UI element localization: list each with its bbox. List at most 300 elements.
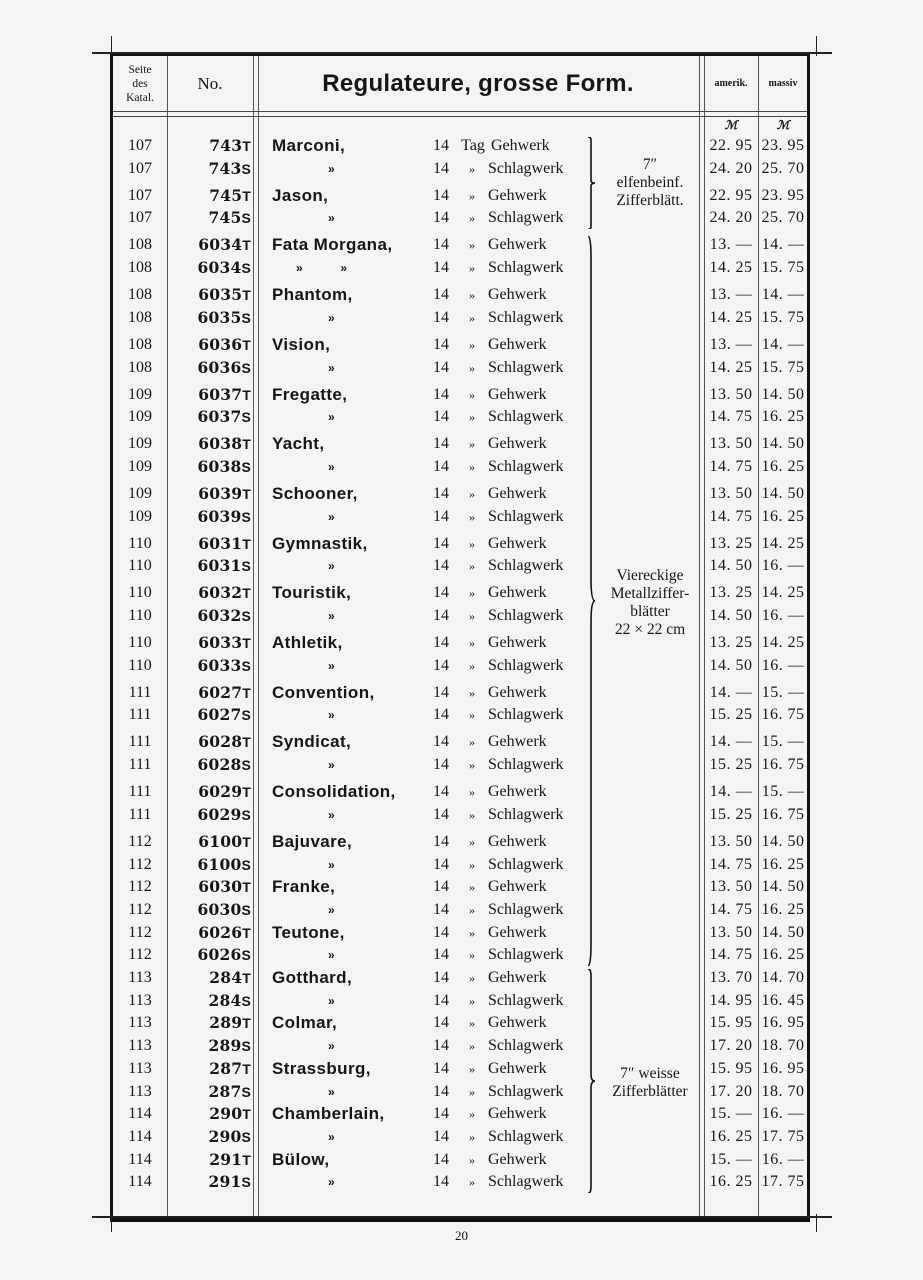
model-number-cell [171, 284, 251, 307]
price-massiv: 16. 75 [761, 706, 805, 724]
model-number-cell [171, 185, 251, 208]
header-seite-line: Katal. [126, 91, 154, 104]
seite-cell: 109 [128, 435, 152, 453]
model-suffix: T [242, 1060, 251, 1077]
price-amerik: 17. 20 [709, 1082, 753, 1100]
days-cell: 14 [433, 1082, 449, 1100]
model-suffix: S [241, 992, 251, 1009]
model-number-cell [171, 406, 251, 429]
model-suffix: T [242, 1015, 251, 1032]
table-row [113, 257, 807, 279]
movement-type: Schlagwerk [488, 900, 564, 918]
model-number: 6031 [198, 533, 243, 553]
model-number: 284 [209, 968, 243, 987]
model-name: Strassburg, [272, 1058, 371, 1078]
table-row [113, 1012, 807, 1034]
model-number: 6033 [197, 655, 242, 675]
model-name: Gotthard, [272, 968, 353, 987]
movement-type: Gehwerk [488, 236, 547, 254]
seite-cell: 109 [128, 507, 152, 525]
price-massiv: 14. 50 [761, 923, 805, 941]
days-cell: 14 [433, 1105, 449, 1123]
model-suffix: T [242, 287, 251, 304]
model-suffix: T [242, 684, 251, 701]
days-cell: 14 [433, 584, 449, 602]
seite-cell: 113 [128, 1037, 152, 1055]
table-row [113, 990, 807, 1012]
model-name: Athletik, [272, 633, 343, 652]
group-note-line: 7″ [642, 156, 658, 174]
model-number-cell [171, 257, 251, 280]
movement-type: Schlagwerk [488, 457, 564, 475]
days-cell: 14 [433, 706, 449, 724]
model-number-cell [171, 990, 251, 1013]
price-massiv: 15. — [761, 783, 805, 801]
model-name: » [328, 559, 336, 574]
model-suffix: S [241, 856, 251, 873]
price-massiv: 15. 75 [761, 259, 805, 277]
group-note-line: Viereckige [616, 567, 684, 585]
days-cell: 14 [433, 335, 449, 353]
model-suffix: S [241, 558, 251, 575]
model-name: » [328, 1084, 336, 1099]
seite-cell: 111 [128, 733, 152, 751]
seite-cell: 107 [128, 186, 152, 204]
table-row [113, 334, 807, 356]
table-row [113, 655, 807, 677]
seite-cell: 110 [128, 656, 152, 674]
model-name: Colmar, [272, 1013, 338, 1033]
header-seite-line: Seite [128, 63, 152, 76]
model-number-cell [171, 483, 251, 506]
model-number: 6037 [198, 384, 243, 404]
model-number: 289 [209, 1013, 243, 1033]
days-cell: 14 [433, 969, 449, 986]
movement-type: Schlagwerk [488, 209, 564, 227]
model-number-cell [171, 655, 251, 678]
price-amerik: 14. 95 [709, 991, 753, 1009]
seite-cell: 114 [128, 1173, 152, 1191]
model-suffix: T [242, 535, 251, 552]
price-massiv: 14. 50 [761, 878, 805, 896]
model-number: 290 [209, 1104, 243, 1124]
days-cell: 14 [433, 358, 449, 376]
group-note-line: Zifferblätter [612, 1083, 688, 1101]
top-rule [92, 52, 832, 54]
model-number: 6037 [197, 407, 242, 427]
seite-cell: 113 [128, 1082, 152, 1100]
price-massiv: 14. 50 [761, 832, 805, 850]
movement-type: Schlagwerk [488, 259, 564, 277]
price-amerik: 14. 50 [709, 656, 753, 674]
days-cell: 14 [433, 534, 449, 552]
bottom-rule [92, 1216, 832, 1218]
model-name: » [328, 948, 336, 963]
unit-cell: » [469, 857, 475, 872]
seite-cell: 109 [128, 484, 152, 502]
price-massiv: 14. 50 [761, 435, 805, 453]
table-row [113, 899, 807, 921]
table-row [113, 854, 807, 876]
table-row [113, 804, 807, 826]
table-row [113, 533, 807, 555]
days-cell: 14 [433, 923, 449, 941]
price-massiv: 18. 70 [761, 1037, 805, 1055]
price-amerik: 13. 50 [709, 484, 753, 502]
seite-cell: 111 [128, 805, 152, 823]
days-cell: 14 [433, 186, 449, 204]
price-massiv: 14. 50 [761, 484, 805, 502]
movement-type: Schlagwerk [488, 159, 564, 177]
days-cell: 14 [433, 878, 449, 896]
price-amerik: 14. 50 [709, 557, 753, 575]
model-number-cell [171, 922, 251, 945]
days-cell: 14 [433, 1037, 449, 1055]
unit-cell: » [469, 261, 475, 276]
price-massiv: 18. 70 [761, 1082, 805, 1100]
movement-type: Gehwerk [488, 733, 547, 751]
price-amerik: 14. — [709, 783, 753, 801]
model-number: 6032 [197, 606, 242, 625]
unit-cell: » [469, 238, 475, 253]
price-amerik: 13. 50 [709, 385, 753, 403]
price-amerik: 15. 95 [709, 1014, 753, 1032]
unit-cell: » [469, 509, 475, 524]
table-row [113, 284, 807, 306]
model-number-cell [171, 506, 251, 529]
price-massiv: 16. — [761, 1105, 805, 1123]
model-suffix: T [242, 1106, 251, 1123]
model-number-cell [171, 605, 251, 628]
model-suffix: S [241, 1128, 251, 1145]
seite-cell: 110 [128, 534, 152, 552]
model-number: 6100 [198, 831, 243, 851]
price-amerik: 22. 95 [709, 137, 753, 154]
movement-type: Schlagwerk [488, 706, 564, 724]
movement-type: Gehwerk [491, 137, 550, 154]
header-no: No. [197, 73, 223, 93]
table-row [113, 605, 807, 627]
model-suffix: S [241, 901, 251, 918]
table-row [113, 754, 807, 776]
movement-type: Gehwerk [488, 435, 547, 453]
unit-cell: » [469, 1107, 475, 1122]
movement-type: Gehwerk [488, 186, 547, 204]
model-number: 6027 [198, 682, 243, 702]
unit-cell: » [469, 486, 475, 501]
model-number: 6029 [198, 782, 243, 802]
price-massiv: 15. — [761, 683, 805, 701]
model-number: 6026 [198, 922, 243, 942]
group-note [598, 1065, 702, 1101]
currency-symbol-massiv: ℳ [776, 118, 790, 132]
price-massiv: 14. 50 [761, 385, 805, 403]
days-cell: 14 [433, 1014, 449, 1032]
model-number-cell [171, 357, 251, 380]
movement-type: Schlagwerk [488, 358, 564, 376]
model-number: 6100 [197, 854, 242, 874]
unit-cell: » [469, 685, 475, 700]
price-amerik: 13. 25 [709, 584, 753, 602]
price-massiv: 15. — [761, 733, 805, 751]
unit-cell: » [469, 288, 475, 303]
model-suffix: T [242, 924, 251, 941]
seite-cell: 111 [128, 706, 152, 724]
group-brace [587, 969, 597, 1193]
seite-cell: 108 [128, 236, 152, 254]
days-cell: 14 [433, 733, 449, 751]
price-massiv: 16. — [761, 656, 805, 674]
table-row [113, 876, 807, 898]
model-name: » [328, 360, 336, 375]
price-amerik: 13. 25 [709, 534, 753, 552]
model-number: 6030 [198, 877, 243, 897]
unit-cell: » [469, 1175, 475, 1190]
unit-cell: » [469, 758, 475, 773]
unit-cell: » [469, 658, 475, 673]
table-row [113, 185, 807, 207]
movement-type: Gehwerk [488, 634, 547, 651]
unit-cell: » [469, 1039, 475, 1054]
unit-cell: » [469, 1152, 475, 1167]
model-number-cell [171, 1058, 251, 1081]
unit-cell: » [469, 925, 475, 940]
price-massiv: 16. 45 [761, 991, 805, 1009]
days-cell: 14 [433, 507, 449, 525]
model-number-cell [171, 682, 251, 705]
movement-type: Gehwerk [488, 923, 547, 941]
group-note [598, 567, 702, 639]
model-name: Fata Morgana, [272, 235, 393, 255]
price-amerik: 16. 25 [709, 1127, 753, 1145]
movement-type: Schlagwerk [488, 1082, 564, 1100]
seite-cell: 108 [128, 358, 152, 376]
price-amerik: 24. 20 [709, 209, 753, 227]
model-number: 6030 [197, 899, 242, 919]
days-cell: 14 [433, 805, 449, 823]
model-number: 743 [208, 158, 242, 178]
seite-cell: 108 [128, 308, 152, 326]
seite-cell: 112 [128, 832, 152, 850]
model-number-cell [171, 704, 251, 727]
model-suffix: S [241, 1038, 251, 1055]
unit-cell: » [469, 1061, 475, 1076]
table-row [113, 456, 807, 478]
model-number: 743 [209, 136, 243, 155]
price-amerik: 15. 95 [709, 1059, 753, 1077]
movement-type: Gehwerk [488, 534, 547, 552]
model-number: 6028 [197, 755, 242, 775]
model-number-cell [171, 207, 251, 230]
model-number: 6039 [197, 506, 242, 526]
price-amerik: 16. 25 [709, 1173, 753, 1191]
model-suffix: S [241, 947, 251, 964]
model-number-cell [171, 234, 251, 257]
model-name: » [328, 708, 336, 723]
group-note-line: 7″ weisse [620, 1065, 680, 1083]
model-number-cell [171, 135, 251, 158]
model-suffix: T [242, 833, 251, 850]
group-note-line: 22 × 22 cm [614, 621, 686, 639]
model-number: 6036 [198, 334, 243, 354]
movement-type: Gehwerk [488, 783, 547, 801]
unit-cell: » [469, 785, 475, 800]
model-number-cell [171, 1035, 251, 1058]
price-massiv: 16. 25 [761, 507, 805, 525]
group-note-line: blätter [630, 603, 670, 621]
model-name: Chamberlain, [272, 1104, 385, 1124]
days-cell: 14 [433, 683, 449, 701]
price-amerik: 15. — [709, 1150, 753, 1168]
model-number-cell [171, 1126, 251, 1149]
model-number: 284 [208, 990, 242, 1010]
model-number-cell [171, 1171, 251, 1194]
model-number: 6029 [197, 804, 242, 824]
model-number-cell [171, 632, 251, 655]
days-cell: 14 [433, 236, 449, 254]
model-number: 745 [209, 185, 243, 205]
movement-type: Schlagwerk [488, 991, 564, 1009]
model-name: Phantom, [272, 285, 353, 305]
model-suffix: S [241, 757, 251, 774]
model-suffix: S [241, 1083, 251, 1100]
table-row [113, 1035, 807, 1057]
model-number-cell [171, 307, 251, 330]
model-name: » [328, 310, 336, 325]
movement-type: Schlagwerk [488, 1173, 564, 1191]
model-name: » [328, 1039, 336, 1054]
model-suffix: S [241, 309, 251, 326]
model-name: » [328, 410, 336, 425]
model-number-cell [171, 899, 251, 922]
price-massiv: 14. — [761, 286, 805, 304]
days-cell: 14 [433, 159, 449, 177]
table-frame [110, 52, 810, 1222]
days-cell: 14 [433, 946, 449, 964]
movement-type: Gehwerk [488, 385, 547, 403]
price-amerik: 14. 25 [709, 259, 753, 277]
seite-cell: 112 [128, 900, 152, 918]
model-number-cell [171, 433, 251, 456]
model-number-cell [171, 781, 251, 804]
price-amerik: 14. 75 [709, 855, 753, 873]
model-number: 6038 [197, 456, 242, 476]
movement-type: Gehwerk [488, 832, 547, 850]
table-row [113, 506, 807, 528]
unit-cell: » [469, 880, 475, 895]
days-cell: 14 [433, 435, 449, 453]
seite-cell: 109 [128, 385, 152, 403]
model-number-cell [171, 158, 251, 181]
movement-type: Gehwerk [488, 683, 547, 701]
model-number: 745 [208, 208, 242, 228]
model-number: 6032 [198, 583, 243, 603]
movement-type: Schlagwerk [488, 1037, 564, 1055]
unit-cell: » [469, 188, 475, 203]
seite-cell: 113 [128, 1014, 152, 1032]
seite-cell: 110 [128, 607, 152, 624]
header-amerik: amerik. [714, 78, 748, 89]
price-massiv: 16. 25 [761, 855, 805, 873]
price-massiv: 14. — [761, 236, 805, 254]
price-amerik: 15. 25 [709, 805, 753, 823]
model-number-cell [171, 1081, 251, 1104]
unit-cell: » [469, 387, 475, 402]
model-suffix: T [242, 187, 251, 204]
unit-cell: » [469, 971, 475, 985]
table-row [113, 433, 807, 455]
table-row [113, 135, 807, 157]
seite-cell: 112 [128, 923, 152, 941]
table-row [113, 555, 807, 577]
movement-type: Gehwerk [488, 484, 547, 502]
group-note-line: elfenbeinf. [616, 174, 684, 192]
table-row [113, 1103, 807, 1125]
model-name: » [328, 658, 336, 673]
days-cell: 14 [433, 137, 449, 154]
model-number: 6034 [197, 258, 242, 278]
table-row [113, 207, 807, 229]
movement-type: Gehwerk [488, 1059, 547, 1077]
unit-cell: » [469, 559, 475, 574]
movement-type: Schlagwerk [488, 756, 564, 774]
seite-cell: 110 [128, 557, 152, 575]
header-seite-line: des [132, 77, 148, 90]
model-number-cell [171, 334, 251, 357]
model-name: Jason, [272, 185, 329, 205]
unit-cell: » [469, 360, 475, 375]
model-suffix: S [241, 1174, 251, 1191]
model-number: 6036 [197, 357, 242, 377]
price-amerik: 14. 75 [709, 457, 753, 475]
unit-cell: » [469, 807, 475, 822]
price-amerik: 24. 20 [709, 159, 753, 177]
model-name: » [328, 807, 336, 822]
model-name: Touristik, [272, 583, 352, 603]
model-name: Convention, [272, 682, 375, 702]
price-amerik: 14. 75 [709, 507, 753, 525]
model-name: Bajuvare, [272, 831, 353, 851]
model-number: 6028 [198, 732, 243, 752]
seite-cell: 108 [128, 335, 152, 353]
price-massiv: 16. 25 [761, 408, 805, 426]
price-massiv: 16. 75 [761, 805, 805, 823]
model-number-cell [171, 854, 251, 877]
page-number: 20 [455, 1228, 468, 1243]
price-amerik: 14. — [709, 733, 753, 751]
model-suffix: T [242, 237, 251, 254]
seite-cell: 114 [128, 1150, 152, 1168]
seite-cell: 114 [128, 1105, 152, 1123]
model-suffix: S [241, 210, 251, 227]
price-amerik: 14. 50 [709, 607, 753, 624]
model-number: 291 [208, 1172, 242, 1192]
model-name: Consolidation, [272, 782, 396, 802]
price-amerik: 15. — [709, 1105, 753, 1123]
model-number-cell [171, 384, 251, 407]
model-number: 6031 [197, 556, 242, 576]
model-suffix: S [241, 359, 251, 376]
unit-cell: » [469, 735, 475, 750]
seite-cell: 114 [128, 1127, 152, 1145]
table-row [113, 1149, 807, 1171]
price-amerik: 14. — [709, 683, 753, 701]
price-amerik: 13. 50 [709, 832, 753, 850]
table-row [113, 158, 807, 180]
days-cell: 14 [433, 408, 449, 426]
model-suffix: T [242, 879, 251, 896]
model-suffix: T [242, 485, 251, 502]
